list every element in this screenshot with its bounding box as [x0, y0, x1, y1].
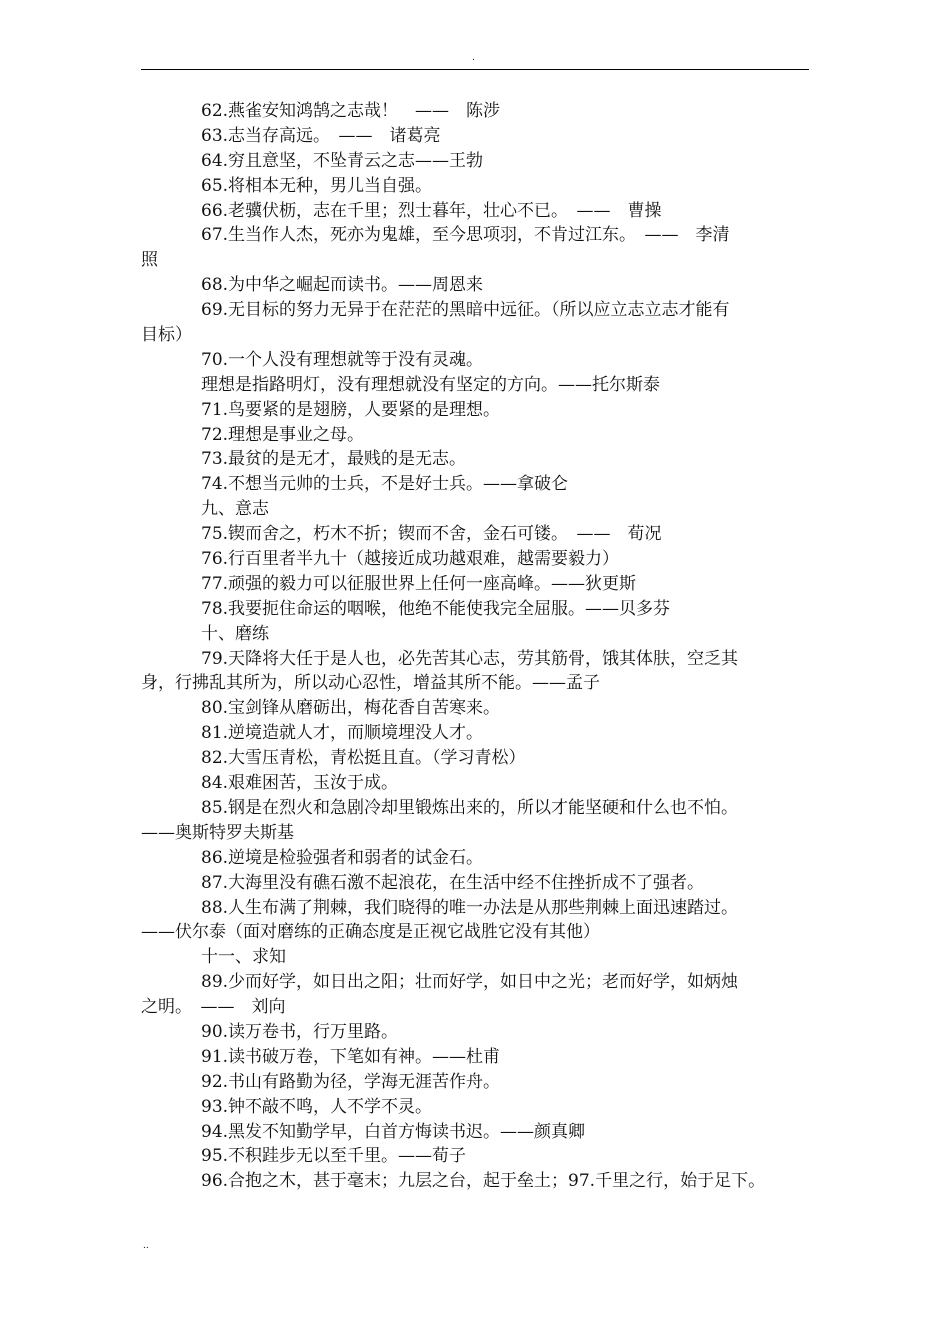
- text-line: 87.大海里没有礁石激不起浪花，在生活中经不住挫折成不了强者。: [201, 872, 705, 893]
- text-line: 72.理想是事业之母。: [201, 424, 365, 445]
- text-line: ——奥斯特罗夫斯基: [141, 822, 294, 843]
- text-line: 63.志当存高远。 —— 诸葛亮: [201, 125, 441, 146]
- text-line: 85.钢是在烈火和急剧冷却里锻炼出来的，所以才能坚硬和什么也不怕。: [201, 797, 739, 818]
- text-line: 身，行拂乱其所为，所以动心忍性，增益其所不能。——孟子: [141, 673, 600, 694]
- text-line: 84.艰难困苦，玉汝于成。: [201, 773, 399, 794]
- text-line: 九、意志: [201, 499, 269, 520]
- text-line: 92.书山有路勤为径，学海无涯苦作舟。: [201, 1071, 501, 1092]
- header-mark: .: [472, 53, 475, 63]
- text-line: 十一、求知: [201, 947, 286, 968]
- text-line: 78.我要扼住命运的咽喉，他绝不能使我完全屈服。——贝多芬: [201, 598, 671, 619]
- text-line: 66.老骥伏枥，志在千里；烈士暮年，壮心不已。 —— 曹操: [201, 200, 662, 221]
- text-line: 64.穷且意坚，不坠青云之志——王勃: [201, 150, 484, 171]
- header-rule: [141, 69, 809, 70]
- text-line: 69.无目标的努力无异于在茫茫的黑暗中远征。（所以应立志立志才能有: [201, 300, 730, 321]
- text-line: 88.人生布满了荆棘，我们晓得的唯一办法是从那些荆棘上面迅速踏过。: [201, 897, 739, 918]
- text-line: 82.大雪压青松，青松挺且直。（学习青松）: [201, 748, 526, 769]
- text-line: 75.锲而舍之，朽木不折；锲而不舍，金石可镂。 —— 荀况: [201, 524, 662, 545]
- text-line: 80.宝剑锋从磨砺出，梅花香自苦寒来。: [201, 698, 501, 719]
- text-line: 79.天降将大任于是人也，必先苦其心志，劳其筋骨，饿其体肤，空乏其: [201, 648, 739, 669]
- text-line: 71.鸟要紧的是翅膀，人要紧的是理想。: [201, 399, 501, 420]
- text-line: 67.生当作人杰，死亦为鬼雄，至今思项羽，不肯过江东。 —— 李清: [201, 225, 730, 246]
- text-line: ——伏尔泰（面对磨练的正确态度是正视它战胜它没有其他）: [141, 922, 600, 943]
- text-line: 照: [141, 250, 158, 271]
- text-line: 77.顽强的毅力可以征服世界上任何一座高峰。——狄更斯: [201, 573, 637, 594]
- text-line: 理想是指路明灯，没有理想就没有坚定的方向。——托尔斯泰: [201, 374, 660, 395]
- text-line: 目标）: [141, 325, 192, 346]
- text-line: 90.读万卷书，行万里路。: [201, 1021, 399, 1042]
- text-line: 96.合抱之木，甚于毫末；九层之台，起于垒土；97.千里之行，始于足下。: [201, 1171, 766, 1192]
- text-line: 62.燕雀安知鸿鹄之志哉！ —— 陈涉: [201, 101, 501, 121]
- text-line: 93.钟不敲不鸣，人不学不灵。: [201, 1096, 433, 1117]
- text-line: 89.少而好学，如日出之阳；壮而好学，如日中之光；老而好学，如炳烛: [201, 972, 739, 993]
- text-line: 95.不积跬步无以至千里。——荀子: [201, 1146, 467, 1167]
- text-line: 81.逆境造就人才，而顺境埋没人才。: [201, 723, 484, 744]
- text-line: 65.将相本无种，男儿当自强。: [201, 175, 433, 196]
- footer-mark: ..: [143, 1241, 149, 1251]
- document-body: [141, 99, 811, 1194]
- text-line: 94.黑发不知勤学早，白首方悔读书迟。——颜真卿: [201, 1121, 586, 1142]
- text-line: 91.读书破万卷，下笔如有神。——杜甫: [201, 1046, 501, 1067]
- text-line: 十、磨练: [201, 623, 269, 644]
- text-line: 74.不想当元帅的士兵，不是好士兵。——拿破仑: [201, 474, 569, 495]
- text-line: 68.为中华之崛起而读书。——周恩来: [201, 275, 484, 296]
- text-line: 86.逆境是检验强者和弱者的试金石。: [201, 847, 484, 868]
- text-line: 76.行百里者半九十（越接近成功越艰难，越需要毅力）: [201, 549, 620, 570]
- text-line: 之明。 —— 刘向: [141, 997, 286, 1018]
- text-line: 70.一个人没有理想就等于没有灵魂。: [201, 349, 484, 370]
- text-line: 73.最贫的是无才，最贱的是无志。: [201, 449, 467, 470]
